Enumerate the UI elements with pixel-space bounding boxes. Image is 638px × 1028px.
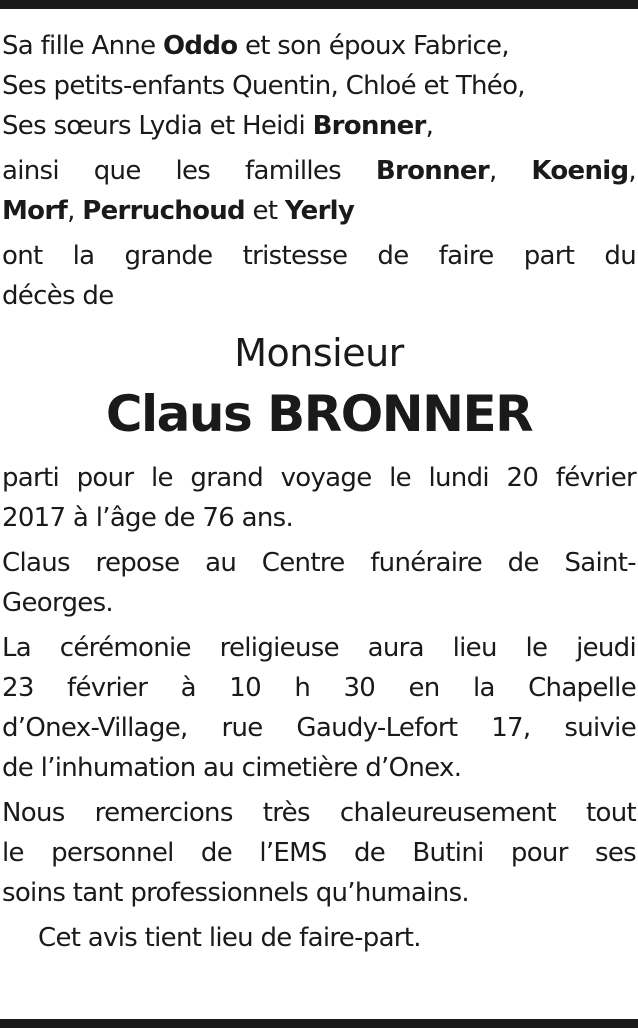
ceremony-line-4: de l’inhumation au cimetière d’Onex. xyxy=(2,753,462,783)
departure-line-1: parti pour le grand voyage le lundi 20 février xyxy=(2,463,636,493)
obituary-notice xyxy=(2,26,636,958)
ceremony-line-2: 23 février à 10 h 30 en la Chapelle xyxy=(2,673,636,703)
departure-line-2: 2017 à l’âge de 76 ans. xyxy=(2,503,294,533)
thanks-line-1: Nous remercions très chaleureusement tout xyxy=(2,798,636,828)
text: Sa fille Anne xyxy=(2,31,163,61)
surname: Perruchoud xyxy=(82,196,245,226)
surname: Bronner xyxy=(312,111,426,141)
thanks-line-3: soins tant professionnels qu’humains. xyxy=(2,878,469,908)
closing-line: Cet avis tient lieu de faire-part. xyxy=(38,923,421,953)
text: , xyxy=(67,196,83,226)
surname: Bronner xyxy=(375,156,489,186)
deceased-name: Claus BRONNER xyxy=(105,385,533,443)
families-line-1 xyxy=(2,151,636,191)
announcement-line-2: décès de xyxy=(2,281,114,311)
ceremony-line-1: La cérémonie religieuse aura lieu le jeudi xyxy=(2,633,636,663)
rest-line-1: Claus repose au Centre funéraire de Saint- xyxy=(2,548,636,578)
text: ainsi que les familles xyxy=(2,156,376,186)
text: , xyxy=(628,156,636,186)
text: , xyxy=(488,156,532,186)
top-border xyxy=(0,0,638,9)
surname: Oddo xyxy=(163,31,238,61)
announcement-line-1: ont la grande tristesse de faire part du xyxy=(2,241,636,271)
text: et xyxy=(244,196,285,226)
surname: Koenig xyxy=(531,156,629,186)
text: Ses sœurs Lydia et Heidi xyxy=(2,111,313,141)
rest-line-2: Georges. xyxy=(2,588,113,618)
bottom-border xyxy=(0,1019,638,1028)
header-line-grandchildren xyxy=(2,66,636,106)
families-line-2 xyxy=(2,191,636,231)
header-line-daughter xyxy=(2,26,636,66)
surname: Morf xyxy=(2,196,68,226)
text: et son époux Fabrice, xyxy=(237,31,509,61)
text: Ses petits-enfants Quentin, Chloé et Théo, xyxy=(2,71,525,101)
header-line-sisters xyxy=(2,106,636,146)
surname: Yerly xyxy=(284,196,355,226)
text: , xyxy=(425,111,434,141)
deceased-civility: Monsieur xyxy=(234,331,404,375)
thanks-line-2: le personnel de l’EMS de Butini pour ses xyxy=(2,838,636,868)
ceremony-line-3: d’Onex-Village, rue Gaudy-Lefort 17, suivie xyxy=(2,713,636,743)
